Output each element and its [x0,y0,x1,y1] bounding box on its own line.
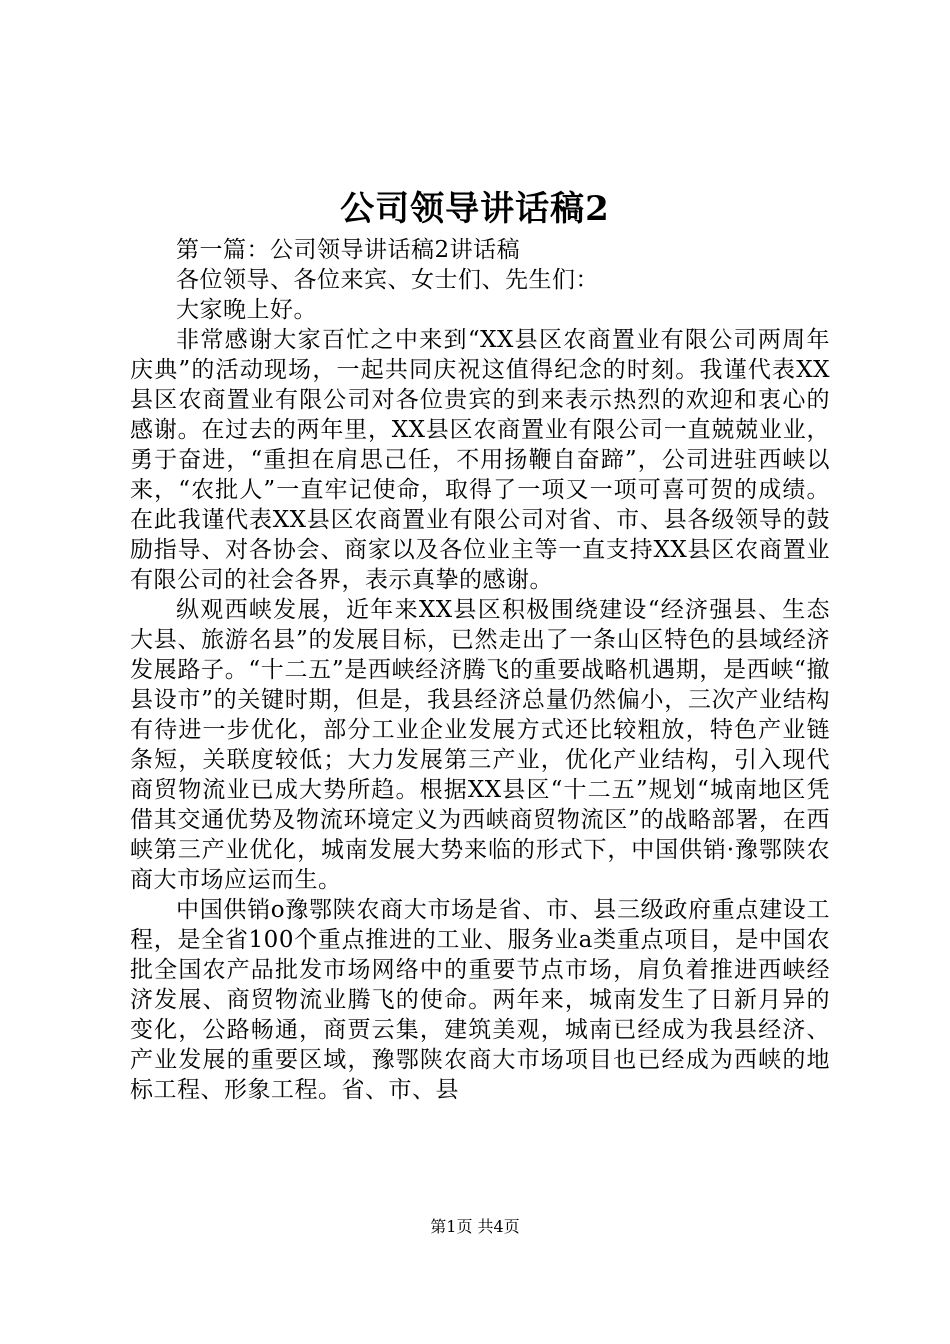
page-footer: 第1页 共4页 [430,1217,520,1236]
document-body [130,235,830,1105]
paragraph-market: 中国供销o豫鄂陕农商大市场是省、市、县三级政府重点建设工程，是全省100个重点推进的工业、服务业a类重点项目，是中国农批全国农产品批发市场网络中的重要节点市场，肩负着推进西峡经济发展、商贸物流业腾飞的使命。两年来，城南发生了日新月异的变化，公路畅通，商贾云集，建筑美观，城南已经成为我县经济、产业发展的重要区域，豫鄂陕农商大市场项目也已经成为西峡的地标工程、形象工程。省、市、县 [130,897,830,1103]
paragraph-thanks: 非常感谢大家百忙之中来到“XX县区农商置业有限公司两周年庆典”的活动现场，一起共同庆祝这值得纪念的时刻。我谨代表XX县区农商置业有限公司对各位贵宾的到来表示热烈的欢迎和衷心的感谢。在过去的两年里，XX县区农商置业有限公司一直兢兢业业，勇于奋进，“重担在肩思己任，不用扬鞭自奋蹄”，公司进驻西峡以来，“农批人”一直牢记使命，取得了一项又一项可喜可贺的成绩。在此我谨代表XX县区农商置业有限公司对省、市、县各级领导的鼓励指导、对各协会、商家以及各位业主等一直支持XX县区农商置业有限公司的社会各界，表示真挚的感谢。 [130,327,830,593]
document-title: 公司领导讲话稿2 [340,189,610,229]
paragraph-heading: 第一篇：公司领导讲话稿2讲话稿 [176,237,521,263]
paragraph-greeting: 大家晚上好。 [176,297,317,323]
paragraph-development: 纵观西峡发展，近年来XX县区积极围绕建设“经济强县、生态大县、旅游名县”的发展目标，已然走出了一条山区特色的县域经济发展路子。“十二五”是西峡经济腾飞的重要战略机遇期，是西峡“撤县设市”的关键时期，但是，我县经济总量仍然偏小，三次产业结构有待进一步优化，部分工业企业发展方式还比较粗放，特色产业链条短，关联度较低；大力发展第三产业，优化产业结构，引入现代商贸物流业已成大势所趋。根据XX县区“十二五”规划“城南地区凭借其交通优势及物流环境定义为西峡商贸物流区”的战略部署，在西峡第三产业优化，城南发展大势来临的形式下，中国供销·豫鄂陕农商大市场应运而生。 [130,597,830,893]
paragraph-salutation: 各位领导、各位来宾、女士们、先生们： [176,267,599,293]
